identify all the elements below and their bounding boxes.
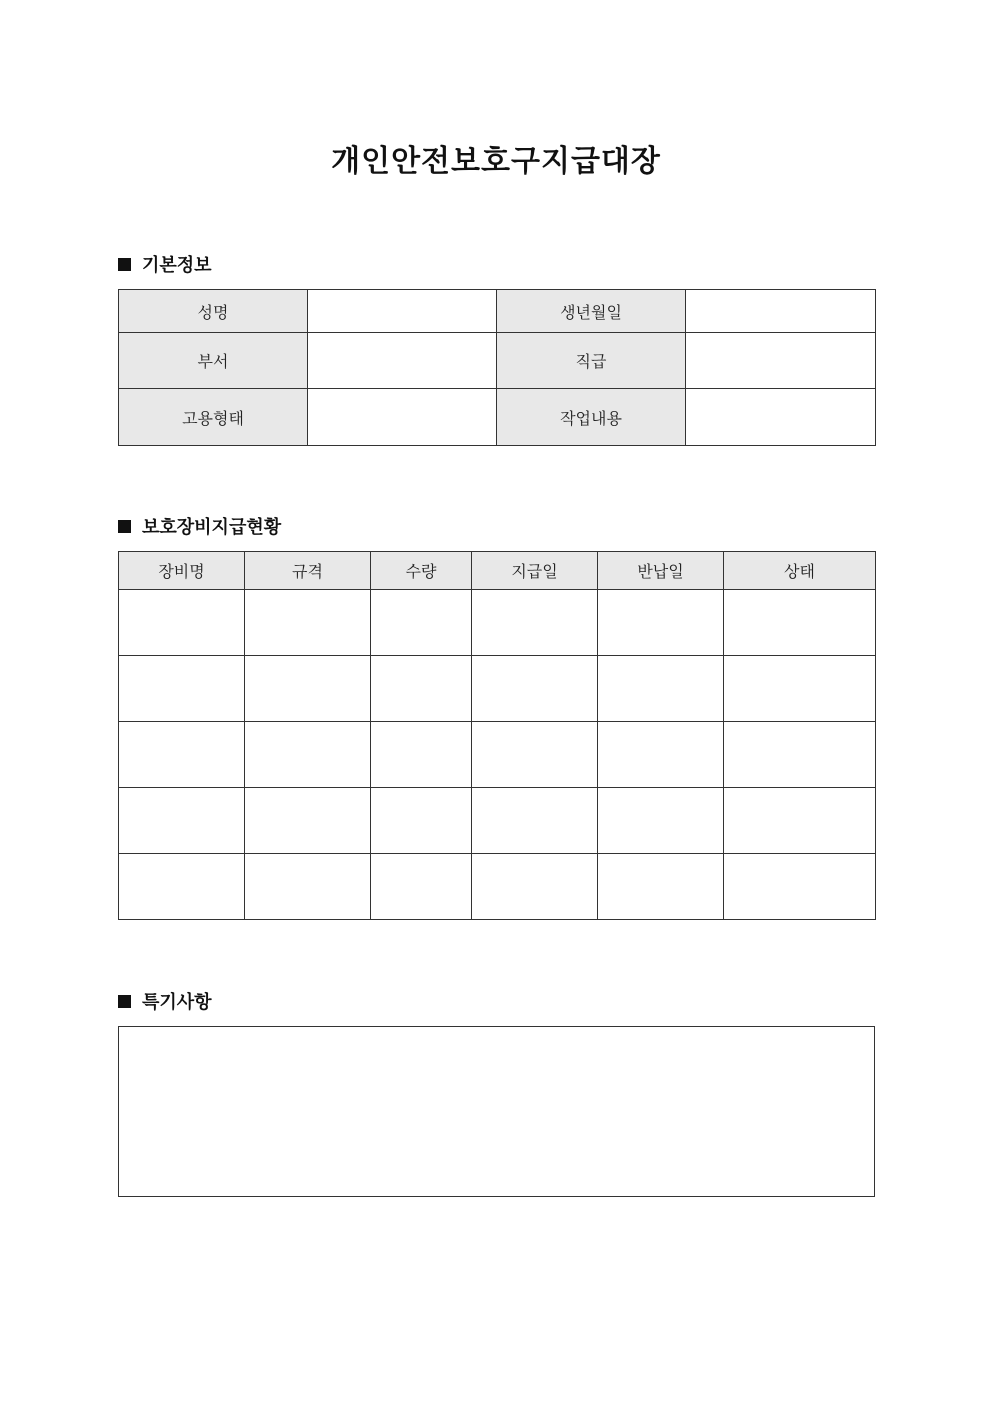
column-header-equipment-name: 장비명 (119, 552, 245, 590)
table-cell[interactable] (119, 788, 245, 854)
table-row (119, 722, 876, 788)
table-cell[interactable] (472, 854, 598, 920)
table-cell[interactable] (371, 656, 472, 722)
table-cell[interactable] (724, 788, 876, 854)
table-row (119, 590, 876, 656)
equipment-heading (118, 514, 281, 538)
table-cell[interactable] (245, 788, 371, 854)
table-cell[interactable] (598, 656, 724, 722)
table-row (119, 290, 876, 333)
column-header-spec: 규격 (245, 552, 371, 590)
square-bullet-icon (118, 258, 131, 271)
table-cell[interactable] (472, 788, 598, 854)
employment-type-field[interactable] (308, 389, 497, 446)
position-label: 직급 (497, 333, 686, 389)
column-header-issue-date: 지급일 (472, 552, 598, 590)
name-field[interactable] (308, 290, 497, 333)
table-row (119, 656, 876, 722)
birthdate-field[interactable] (686, 290, 876, 333)
work-description-field[interactable] (686, 389, 876, 446)
table-cell[interactable] (598, 788, 724, 854)
equipment-heading-label: 보호장비지급현황 (142, 517, 282, 538)
table-cell[interactable] (472, 590, 598, 656)
table-cell[interactable] (371, 788, 472, 854)
notes-heading-label: 특기사항 (142, 992, 212, 1013)
table-row (119, 788, 876, 854)
document-title: 개인안전보호구지급대장 (331, 144, 661, 179)
table-cell[interactable] (598, 590, 724, 656)
table-cell[interactable] (598, 854, 724, 920)
table-row (119, 333, 876, 389)
name-label: 성명 (119, 290, 308, 333)
column-header-status: 상태 (724, 552, 876, 590)
table-cell[interactable] (119, 656, 245, 722)
column-header-return-date: 반납일 (598, 552, 724, 590)
table-cell[interactable] (724, 854, 876, 920)
table-cell[interactable] (724, 590, 876, 656)
table-cell[interactable] (371, 590, 472, 656)
table-row (119, 854, 876, 920)
table-cell[interactable] (119, 722, 245, 788)
table-cell[interactable] (245, 722, 371, 788)
department-label: 부서 (119, 333, 308, 389)
table-row (119, 389, 876, 446)
column-header-quantity: 수량 (371, 552, 472, 590)
table-cell[interactable] (472, 656, 598, 722)
birthdate-label: 생년월일 (497, 290, 686, 333)
table-cell[interactable] (724, 722, 876, 788)
table-cell[interactable] (119, 590, 245, 656)
table-cell[interactable] (119, 854, 245, 920)
table-cell[interactable] (724, 656, 876, 722)
table-cell[interactable] (598, 722, 724, 788)
notes-heading (118, 989, 212, 1013)
employment-type-label: 고용형태 (119, 389, 308, 446)
equipment-table (118, 551, 876, 920)
square-bullet-icon (118, 520, 131, 533)
basic-info-heading (118, 252, 212, 276)
basic-info-heading-label: 기본정보 (142, 255, 212, 276)
table-cell[interactable] (371, 854, 472, 920)
table-cell[interactable] (245, 590, 371, 656)
table-cell[interactable] (245, 656, 371, 722)
work-description-label: 작업내용 (497, 389, 686, 446)
table-cell[interactable] (245, 854, 371, 920)
department-field[interactable] (308, 333, 497, 389)
square-bullet-icon (118, 995, 131, 1008)
basic-info-table (118, 289, 876, 446)
table-cell[interactable] (472, 722, 598, 788)
position-field[interactable] (686, 333, 876, 389)
notes-box[interactable] (118, 1026, 875, 1197)
table-cell[interactable] (371, 722, 472, 788)
table-header-row (119, 552, 876, 590)
